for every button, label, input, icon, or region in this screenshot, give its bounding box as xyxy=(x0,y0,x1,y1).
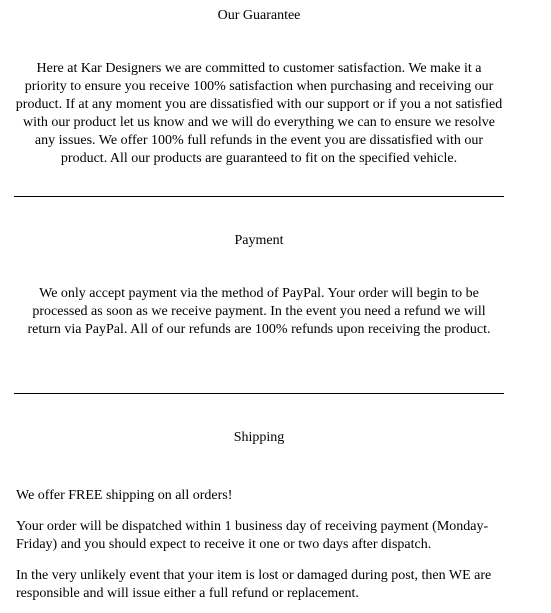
section-divider xyxy=(14,393,504,394)
payment-heading: Payment xyxy=(234,233,284,248)
shipping-lost-text: In the very unlikely event that your item is lost or damaged during post, then WE are responsible and will issue either a full refund or replacement. xyxy=(16,568,492,601)
shipping-free-text: We offer FREE shipping on all orders! xyxy=(16,488,233,503)
guarantee-text: Here at Kar Designers we are committed to customer satisfaction. We make it a priority to ensure you receive 100% satisfaction when purchasing and receiving our product. If at any moment you are dissatisfied with our support or if you a not satisfied with our product let us know and we will do everything we can to ensure we resolve any issues. We offer 100% full refunds in the event you are dissatisfied with our product. All our products are guaranteed to fit on the specified vehicle. xyxy=(15,61,503,166)
shipping-heading: Shipping xyxy=(233,430,285,445)
guarantee-heading: Our Guarantee xyxy=(217,8,301,23)
shipping-dispatch-text: Your order will be dispatched within 1 business day of receiving payment (Monday-Friday) and you should expect to receive it one or two days after dispatch. xyxy=(16,519,489,552)
payment-text: We only accept payment via the method of PayPal. Your order will begin to be processed as soon as we receive payment. In the event you need a refund we will return via PayPal. All of our refunds are 100% refunds upon receiving the product. xyxy=(27,286,491,337)
section-divider xyxy=(14,196,504,197)
